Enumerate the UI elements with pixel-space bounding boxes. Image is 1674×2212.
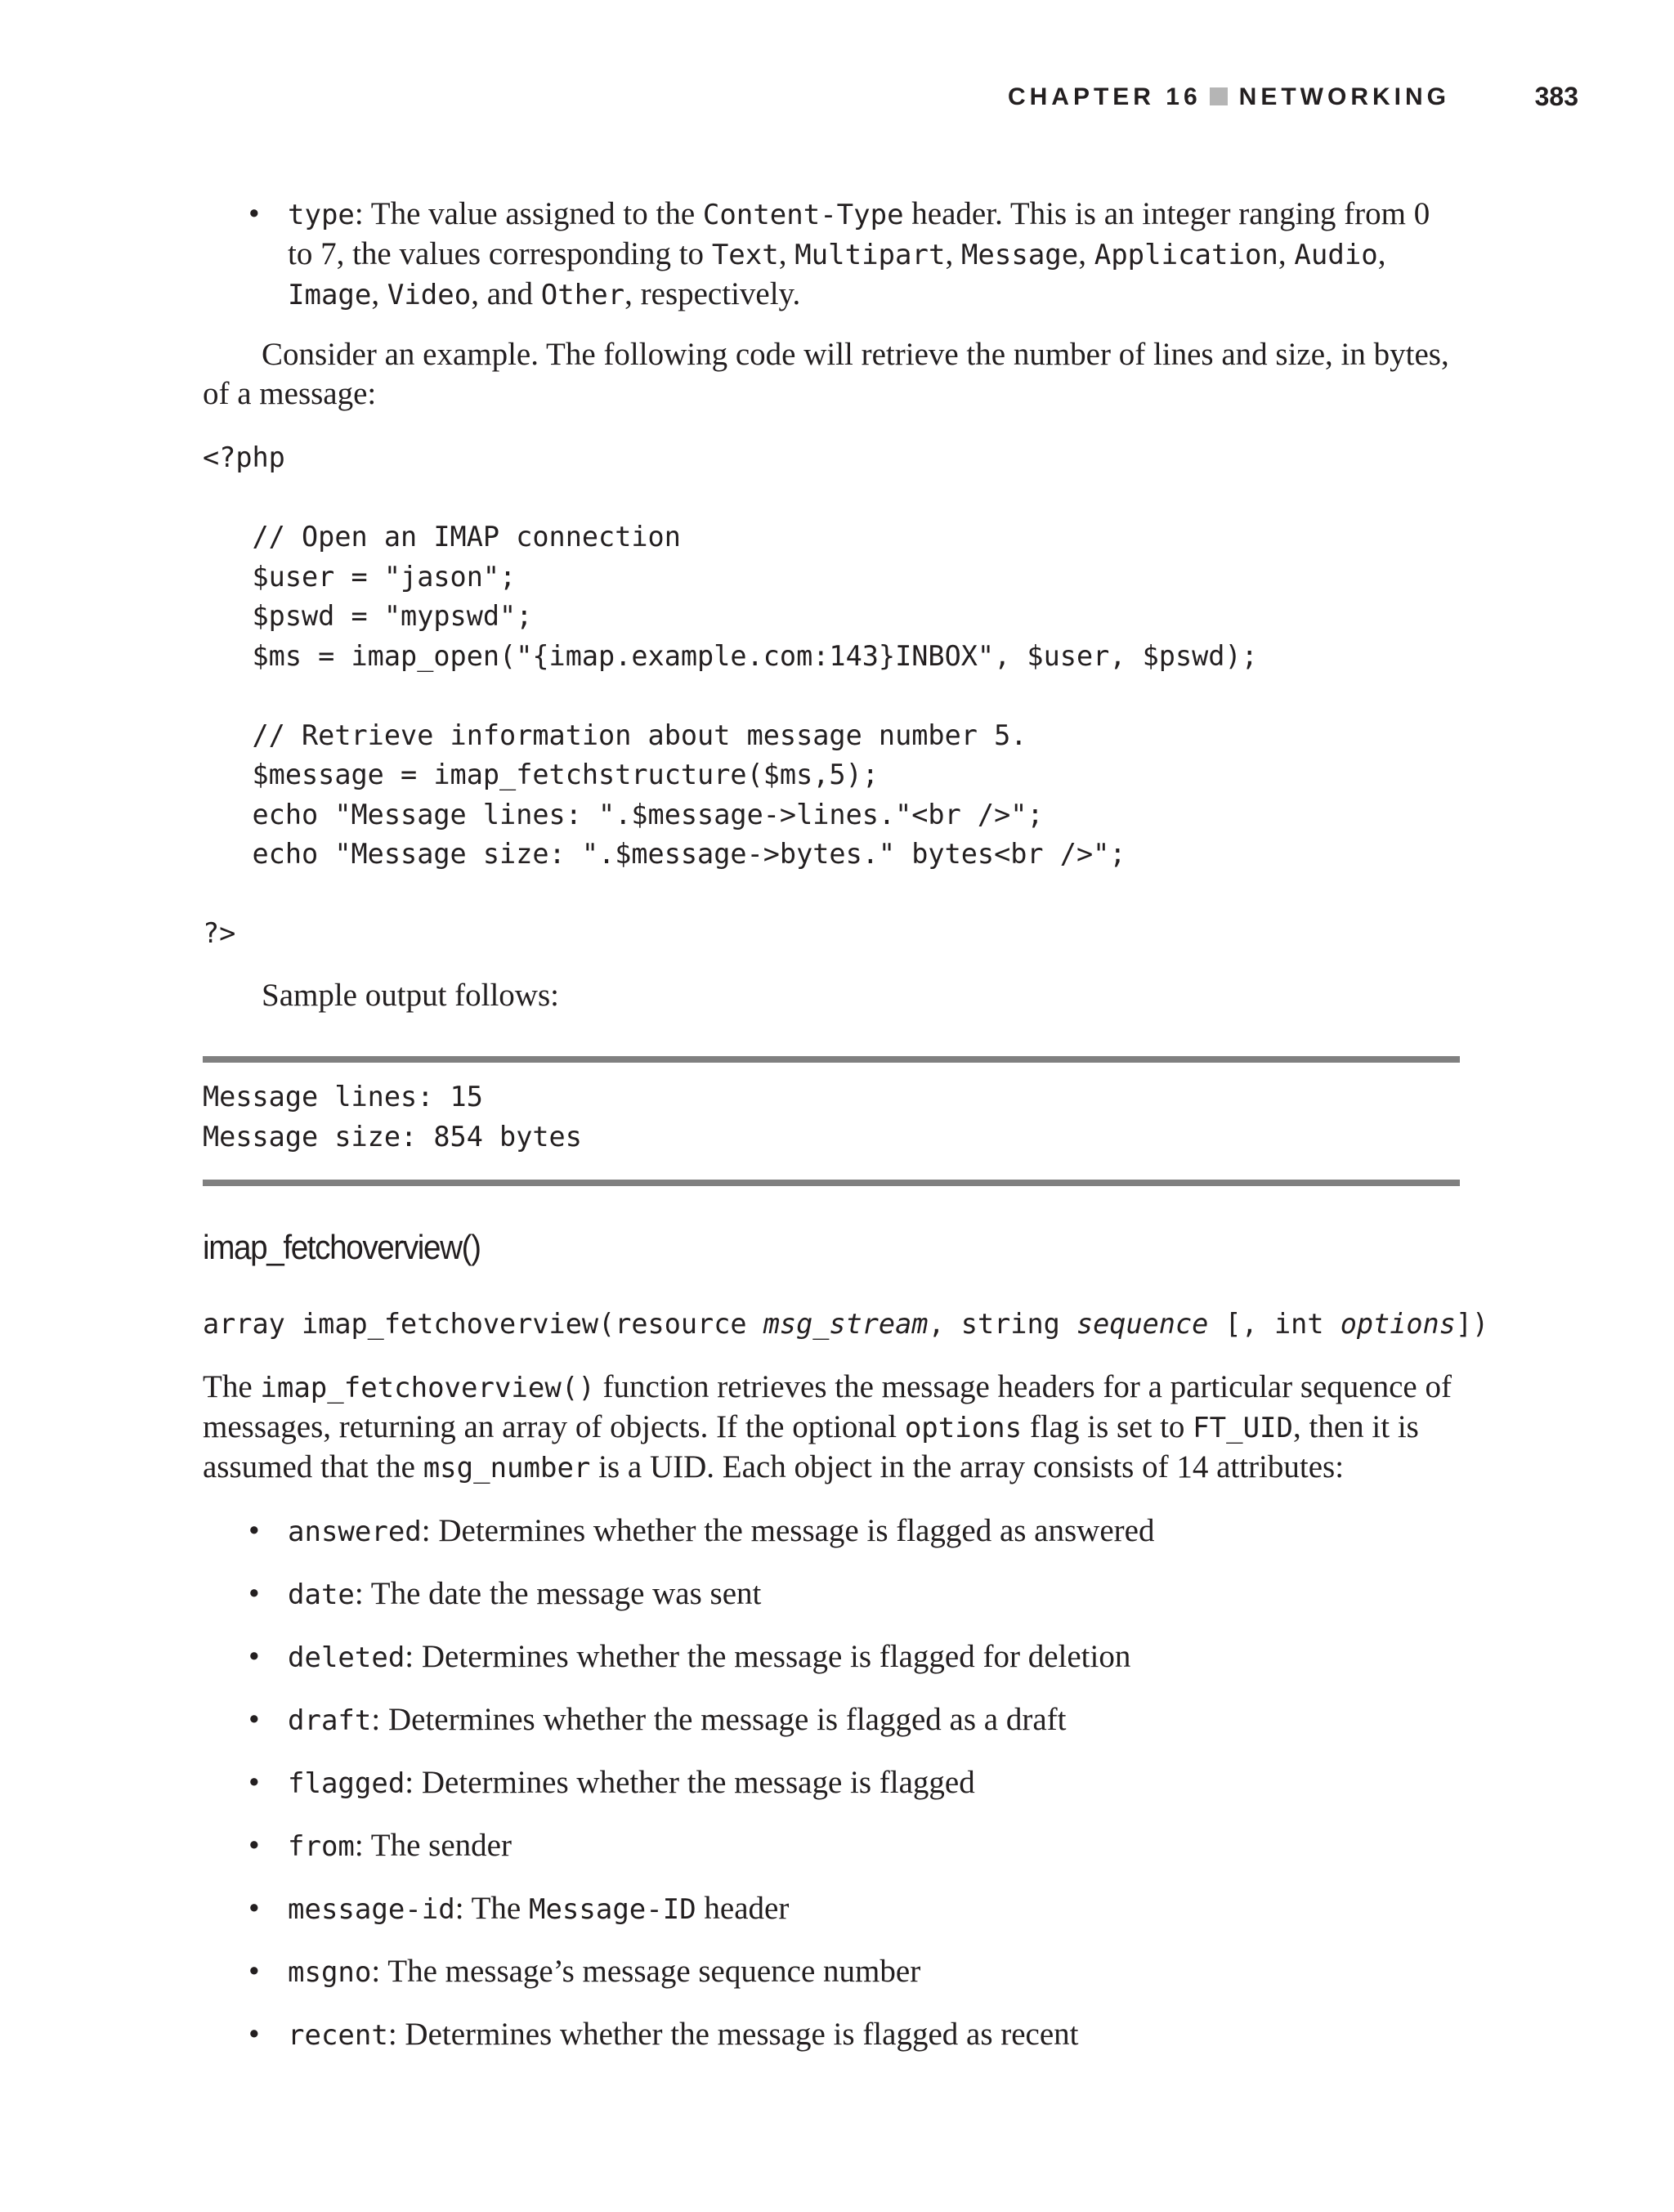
bullet-icon: • (248, 1639, 260, 1674)
output-top-rule (203, 1056, 1460, 1063)
bullet-icon: • (248, 196, 260, 231)
list-item: • draft: Determines whether the message is flagged as a draft (253, 1700, 1460, 1740)
bullet-icon: • (248, 1954, 260, 1989)
running-header (0, 78, 1674, 119)
function-signature: array imap_fetchoverview(resource msg_stream, string sequence [, int options]) (203, 1308, 1489, 1340)
sample-output-label: Sample output follows: (262, 978, 559, 1013)
list-item: • message-id: The Message-ID header (253, 1889, 1460, 1929)
bullet-icon: • (248, 1828, 260, 1863)
bullet-icon: • (248, 1702, 260, 1737)
description-paragraph: The imap_fetchoverview() function retrieves the message headers for a particular sequence of messages, returning an array of objects. If the optional options flag is set to FT_UID, then it is assumed that the msg_number is a UID. Each object in the array consists of 14 attributes: (203, 1369, 1452, 1484)
sample-output: Message lines: 15 Message size: 854 bytes (203, 1081, 582, 1153)
list-item: • msgno: The message’s message sequence number (253, 1952, 1460, 1992)
bullet-icon: • (248, 1765, 260, 1800)
page-number: 383 (1534, 82, 1578, 111)
list-item: • from: The sender (253, 1826, 1460, 1866)
bullet-icon: • (248, 1891, 260, 1926)
bullet-icon: • (248, 1576, 260, 1611)
bullet-icon: • (248, 1513, 260, 1548)
list-item: • answered: Determines whether the message is flagged as answered (253, 1511, 1460, 1552)
bullet-icon: • (248, 2017, 260, 2052)
bullet-type (248, 195, 1460, 315)
chapter-label: CHAPTER 16 (1007, 83, 1202, 110)
section-heading: imap_fetchoverview() (203, 1228, 481, 1266)
intro-paragraph: Consider an example. The following code will retrieve the number of lines and size, in bytes, of a message: (203, 337, 1449, 411)
list-item: • deleted: Determines whether the message is flagged for deletion (253, 1637, 1460, 1677)
list-item: • date: The date the message was sent (253, 1574, 1460, 1614)
param-msg-stream: msg_stream (763, 1308, 929, 1340)
chapter-title (1008, 83, 1450, 111)
bullet-type-text: type: The value assigned to the Content-Type header. This is an integer ranging from 0 to 7, the values corresponding to Text, Multipart, Message, Application, Audio, Image, Video, and Other, respectively. (288, 196, 1430, 311)
code-term: type (288, 199, 355, 231)
code-block: <?php // Open an IMAP connection $user = "jason"; $pswd = "mypswd"; $ms = imap_open("{imap.example.com:143}INBOX", $user, $pswd); // Retrieve information about message number 5. $message = imap_fetchstructure($ms,5); echo "Message lines: ".$message->lines."<br />"; echo "Message size: ".$message->bytes." bytes<br />"; ?> (203, 441, 1258, 949)
list-item: • recent: Determines whether the message is flagged as recent (253, 2015, 1460, 2055)
param-options: options (1340, 1308, 1456, 1340)
list-item: • flagged: Determines whether the message is flagged (253, 1763, 1460, 1803)
param-sequence: sequence (1076, 1308, 1209, 1340)
output-bottom-rule (203, 1180, 1460, 1186)
square-separator-icon (1210, 87, 1228, 105)
chapter-name: NETWORKING (1238, 83, 1450, 110)
